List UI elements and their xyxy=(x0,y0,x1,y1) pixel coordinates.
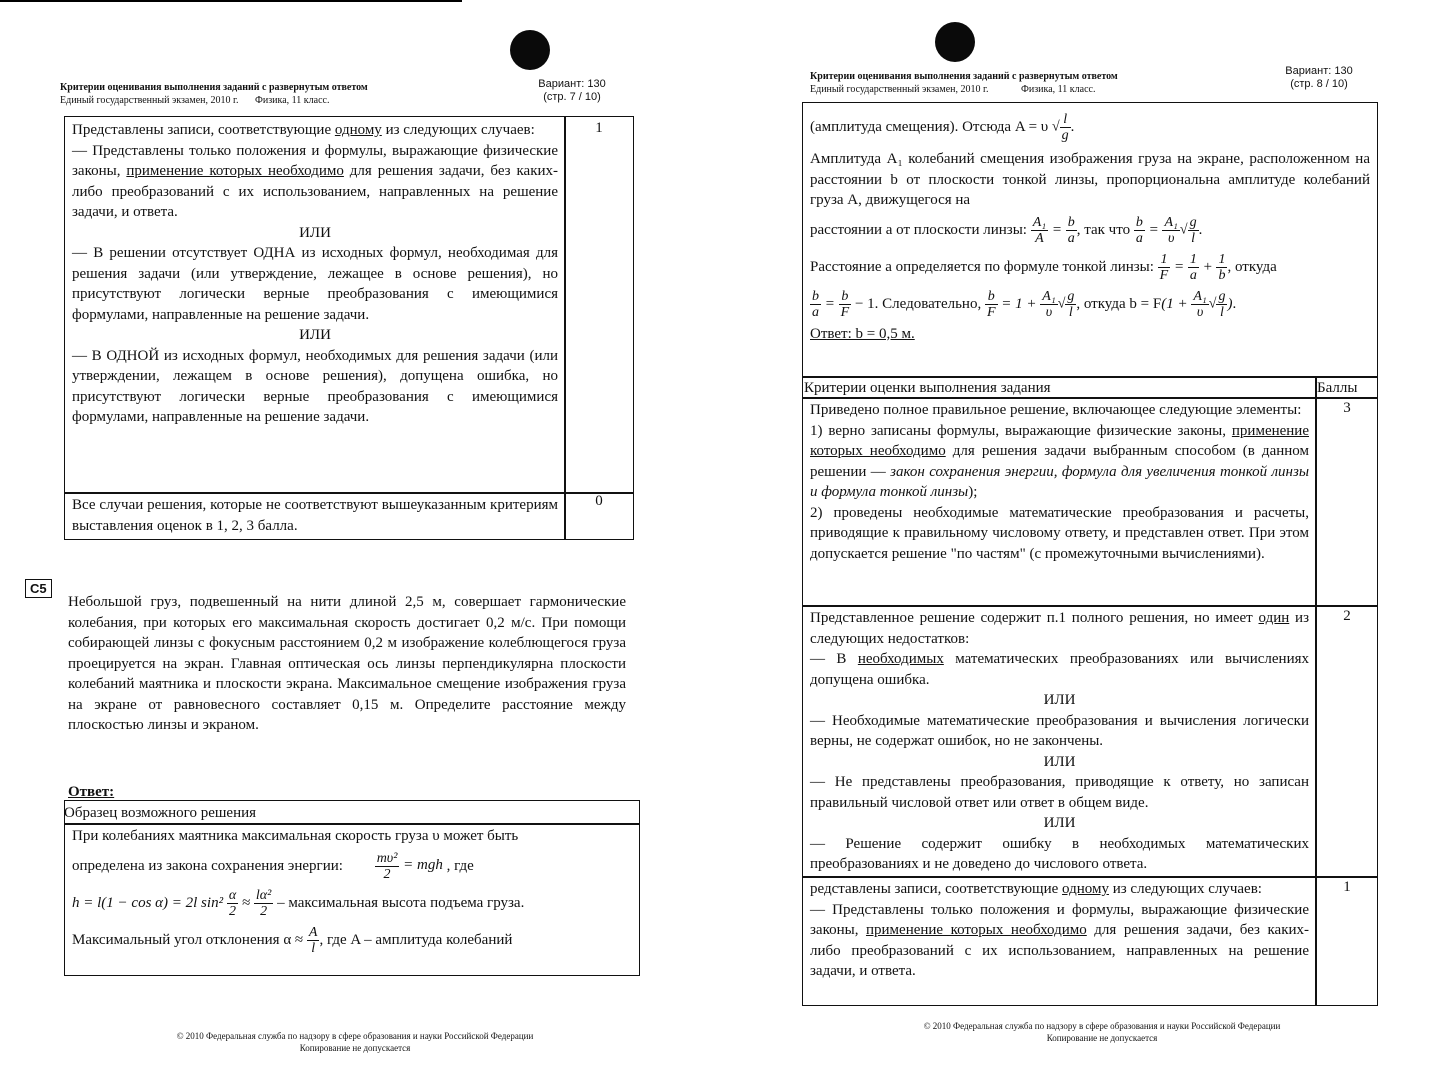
text: ); xyxy=(968,484,978,500)
answer-label: Ответ: xyxy=(68,784,115,800)
solution-title: Образец возможного решения xyxy=(64,805,257,821)
energy-formula: $\frac{\text{mυ²}}{2}$ = mgh xyxy=(376,850,443,882)
variant-label: Вариант: 130 xyxy=(1285,65,1353,77)
text: для решения задачи, без каких-либо преобразований с их использованием, направленных на решение задачи, и ответа. xyxy=(72,163,558,220)
footer-copyright: © 2010 Федеральная служба по надзору в сфере образования и науки Российской Федерации xyxy=(176,1031,534,1041)
text: — Представлены только положения и формулы, выражающие физические законы, xyxy=(72,142,558,179)
underlined-text: одному xyxy=(1062,881,1109,897)
criteria-row-3 xyxy=(804,400,1315,564)
footer-notice: Копирование не допускается xyxy=(1046,1033,1158,1043)
left-header xyxy=(60,81,368,107)
text: Расстояние a определяется по формуле тонкой линзы: xyxy=(810,258,1154,275)
row-divider xyxy=(802,605,1378,607)
underlined-text: необходимых xyxy=(857,651,944,667)
or-separator: ИЛИ xyxy=(1043,753,1076,770)
header-subtitle: Единый государственный экзамен, 2010 г. xyxy=(810,84,989,95)
italic-text: закон сохранения энергии, формула для увеличения тонкой линзы и формула тонкой линзы xyxy=(810,463,1309,500)
text: Амплитуда A₁ колебаний смещения изображения груза на экране, расположенном на расстоянии b от плоскости тонкой линзы, пропорциональна амплитуде колебаний груза A, движущегося на xyxy=(810,151,1370,208)
text: , откуда xyxy=(1227,258,1277,275)
footer-copyright: © 2010 Федеральная служба по надзору в сфере образования и науки Российской Федерации xyxy=(923,1021,1281,1031)
text: из следующих недостатков: xyxy=(810,610,1310,647)
criteria-item: — В ОДНОЙ из исходных формул, необходимых для решения задачи (или утверждении, лежащем в основе решения), допущена ошибка, но присутствуют логически верные преобразования с имеющимися формулами, направленные на решение задачи. xyxy=(72,347,558,425)
variant-label: Вариант: 130 xyxy=(538,78,606,90)
row-2-score: 0 xyxy=(595,493,603,509)
or-separator: ИЛИ xyxy=(1043,815,1076,831)
criteria-item: — В решении отсутствует ОДНА из исходных формул, необходимая для решения задачи (или утверждение, лежащее в основе решения), но присутствуют логически верные преобразования с имеющимися формулами, направленные на решение задачи. xyxy=(72,245,558,323)
solution-body: При колебаниях маятника максимальная скорость груза υ может быть определена из закона сохранения энергии: $\frac{\text{mυ²}}{2}$ = mgh , где h = l(1 − cos α) = 2l sin² $\frac{\alpha}{2}$ ≈ $\frac{\text{lα²}}{2}$ – максимальная высота подъема груза. Максимальный угол отклонения α ≈ $\frac{A}{l}$ , где A – амплитуда колебаний xyxy=(66,826,638,956)
right-header xyxy=(810,70,1118,96)
header-subject: Физика, 11 класс. xyxy=(254,95,330,106)
right-page xyxy=(722,0,1443,1079)
task-label-c5: C5 xyxy=(25,579,52,598)
row-3-score: 3 xyxy=(1343,400,1351,416)
criteria-row-1 xyxy=(804,879,1315,982)
text: для решения задачи, без каких-либо преобразований с их использованием, направленных на решение задачи, и ответа. xyxy=(810,922,1309,979)
criteria-row-2: Все случаи решения, которые не соответствуют вышеуказанным критериям выставления оценок в 1, 2, 3 балла. xyxy=(72,497,558,534)
header-subtitle: Единый государственный экзамен, 2010 г. xyxy=(60,95,239,106)
or-separator: ИЛИ xyxy=(299,224,331,241)
text: Приведено полное правильное решение, включающее следующие элементы: xyxy=(810,402,1302,418)
text: определена из закона сохранения энергии: xyxy=(72,857,343,874)
page-number: (стр. 8 / 10) xyxy=(1290,78,1348,90)
criteria-item: — Необходимые математические преобразования и вычисления логически верны, не содержат ошибок, но не закончены. xyxy=(810,712,1309,749)
row-divider xyxy=(802,876,1378,878)
text: — В xyxy=(810,651,858,667)
answer-line: Ответ: b = 0,5 м. xyxy=(810,325,915,342)
text: , откуда b = F xyxy=(1076,295,1162,312)
criteria-item: — Не представлены преобразования, приводящие к ответу, но записан правильный числовой ответ или ответ в общем виде. xyxy=(810,774,1309,811)
text: , где A – амплитуда колебаний xyxy=(319,931,513,948)
text: – максимальная высота подъема груза. xyxy=(277,894,525,911)
text: − 1. Следовательно, xyxy=(854,295,982,312)
text: (амплитуда смещения). Отсюда A = υ xyxy=(810,118,1049,135)
text: h = l(1 − cos α) = 2l sin² xyxy=(72,894,224,911)
text: математических преобразованиях или вычислениях допущена ошибка. xyxy=(810,651,1309,688)
header-subject: Физика, 11 класс. xyxy=(1020,84,1096,95)
text: 2) проведены необходимые математические преобразования и расчеты, приводящие к правильному числовому ответу, и представлен ответ. При этом допускается решение "по частям" (с промежуточными вычислениями). xyxy=(810,504,1309,562)
text: из следующих случаев: xyxy=(1108,881,1262,897)
text: , где xyxy=(446,857,474,874)
or-separator: ИЛИ xyxy=(299,327,331,343)
criteria-row-2 xyxy=(804,608,1315,875)
table-column-divider xyxy=(564,116,566,540)
punch-hole xyxy=(510,30,550,70)
underlined-text: один xyxy=(1258,610,1290,626)
text: Максимальный угол отклонения α ≈ xyxy=(72,931,304,948)
text: Представлены записи, соответствующие xyxy=(72,122,335,138)
header-title: Критерии оценивания выполнения заданий с развернутым ответом xyxy=(60,82,368,93)
criteria-row-1 xyxy=(66,120,564,428)
text: При колебаниях маятника максимальная скорость груза υ может быть xyxy=(72,828,519,844)
text: для решения задачи выбранным способом (в данном решении — xyxy=(810,443,1309,480)
left-footer xyxy=(100,1030,610,1054)
row-1-score: 1 xyxy=(1343,879,1351,895)
text: 1) верно записаны формулы, выражающие физические законы, xyxy=(810,422,1232,439)
criteria-item: — Решение содержит ошибку в необходимых математических преобразованиях и не доведено до числового ответа. xyxy=(810,835,1309,872)
row-2-score: 2 xyxy=(1343,608,1351,624)
solution-continued: (амплитуда смещения). Отсюда A = υ √ $\frac{l}{g}$ . Амплитуда A₁ колебаний смещения изображения груза на экране, расположенном на расстоянии b от плоскости тонкой линзы, пропорциональна амплитуде колебаний груза A, движущегося на расстоянии a от плоскости линзы: $\frac{\text{A₁}}{A}$ = $\frac{b}{a}$ , так что $\frac{b}{a}$ = $\frac{\text{A₁}}{\upsilon}$ √ $\frac{g}{l}$ . Расстояние a определяется по формуле тонкой линзы: $\frac{1}{F}$ = $\frac{1}{a}$ + $\frac{1}{b}$ , откуда $\frac{b}{a}$ = $\frac{b}{F}$ − 1. Следовательно, $\frac{b}{F}$ = 1 + $\frac{\text{A₁}}{\upsilon}$ √ $\frac{g}{l}$ , откуда b = F(1 + $\frac{\text{A₁}}{\upsilon}$ √ $\frac{g}{l}$ ). Ответ: b = 0,5 м. xyxy=(804,112,1376,344)
page-number: (стр. 7 / 10) xyxy=(543,91,601,103)
text: из следующих случаев: xyxy=(381,122,535,138)
task-text: Небольшой груз, подвешенный на нити длиной 2,5 м, совершает гармонические колебания, при которых его максимальная скорость достигает 0,2 м/с. При помощи собирающей линзы с фокусным расстоянием 0,2 м изображение колеблющегося груза проецируется на экран. Главная оптическая ось линзы перпендикулярна плоскости колебаний маятника и плоскости экрана. Максимальное смещение изображения груза на экране от равновесного составляет 0,15 м. Определите расстояние между плоскостью линзы и экраном. xyxy=(68,594,626,733)
footer-notice: Копирование не допускается xyxy=(299,1043,411,1053)
text: , так что xyxy=(1076,221,1131,238)
right-variant-box xyxy=(1284,65,1354,91)
criteria-column-divider xyxy=(1315,376,1317,1006)
row-1-score: 1 xyxy=(595,120,603,136)
text: расстоянии a от плоскости линзы: xyxy=(810,221,1027,238)
header-title: Критерии оценивания выполнения заданий с развернутым ответом xyxy=(810,71,1118,82)
text: редставлены записи, соответствующие xyxy=(810,881,1063,897)
underlined-text: одному xyxy=(334,122,382,138)
right-footer xyxy=(832,1020,1372,1044)
underlined-text: применение которых необходимо xyxy=(810,422,1309,459)
left-variant-box xyxy=(537,78,607,104)
text: Представленное решение содержит п.1 полного решения, но имеет xyxy=(810,610,1259,626)
punch-hole xyxy=(935,22,975,62)
table-row-divider xyxy=(64,492,634,494)
underlined-text: применение которых необходимо xyxy=(126,163,344,179)
points-head-label: Баллы xyxy=(1317,380,1358,396)
criteria-head-label: Критерии оценки выполнения задания xyxy=(804,380,1051,396)
or-separator: ИЛИ xyxy=(1043,692,1076,708)
text: — Представлены только положения и формулы, выражающие физические законы, xyxy=(810,901,1309,938)
underlined-text: применение которых необходимо xyxy=(865,922,1087,938)
